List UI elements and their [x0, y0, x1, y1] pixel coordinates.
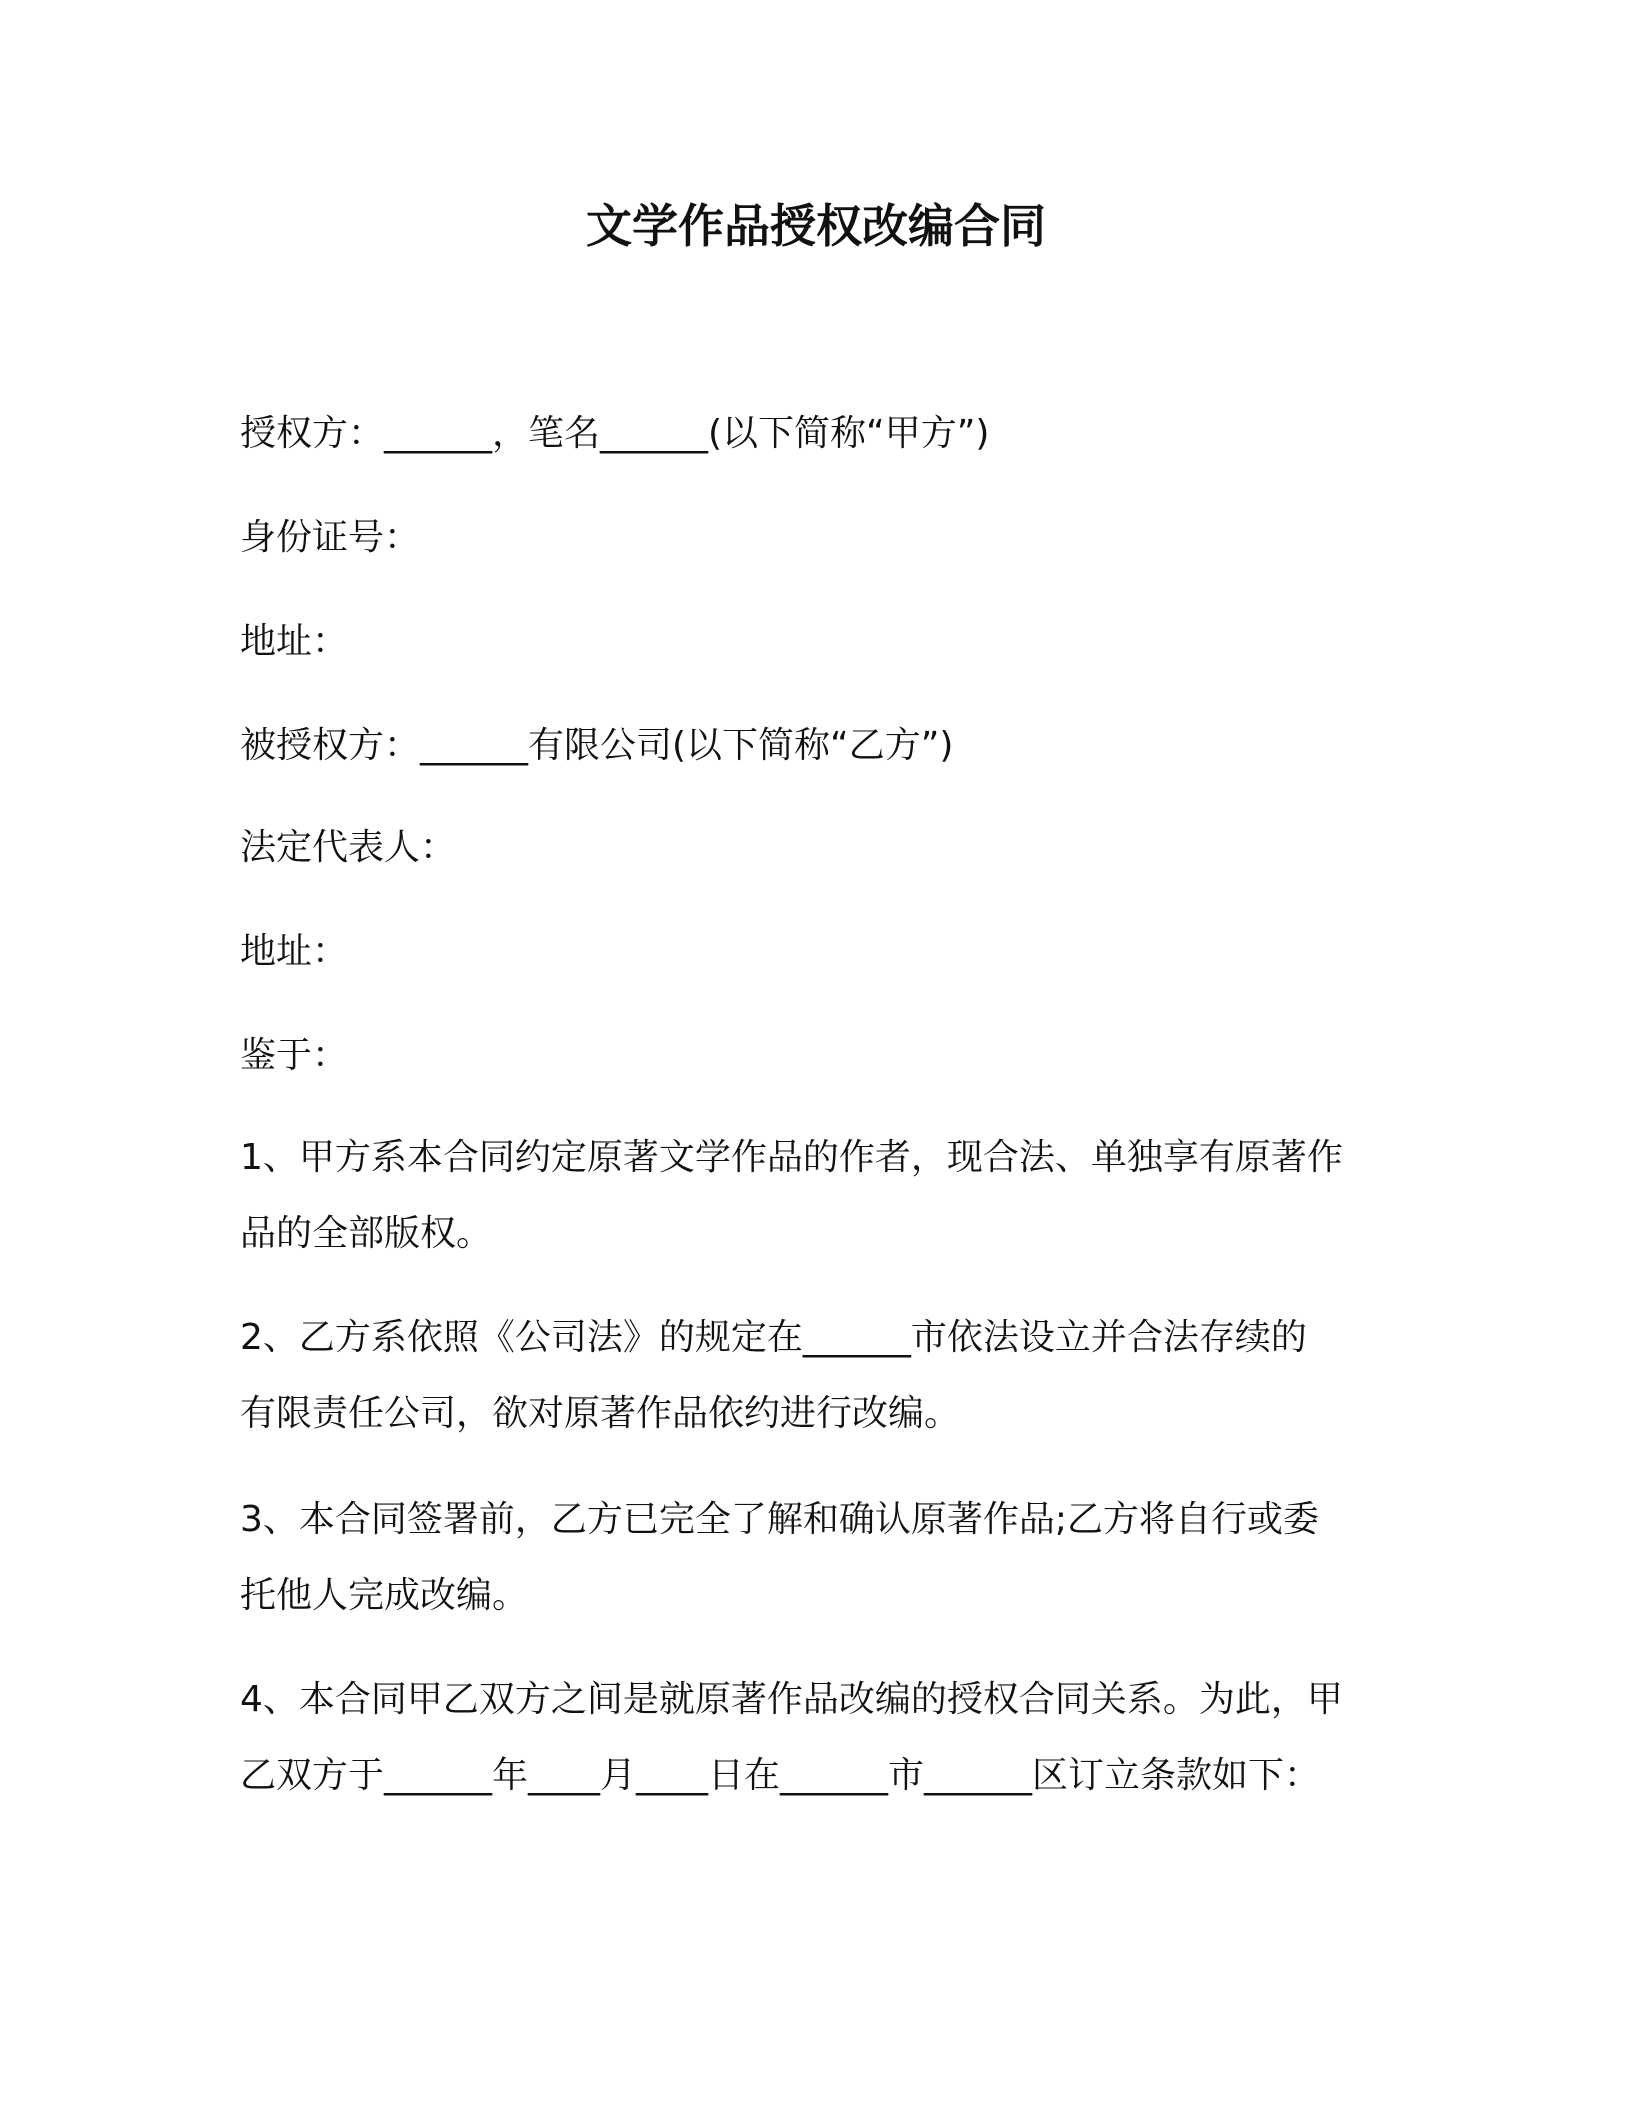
recital-paragraph-4: [240, 1662, 1420, 1814]
licensor-line: 授权方：______，笔名______(以下简称“甲方”): [240, 413, 990, 454]
document-title: 文学作品授权改编合同: [586, 199, 1046, 253]
paragraph-line: 3、本合同签署前，乙方已完全了解和确认原著作品;乙方将自行或委: [240, 1499, 1320, 1540]
paragraph-line: 1、甲方系本合同约定原著文学作品的作者，现合法、单独享有原著作: [240, 1137, 1343, 1178]
recital-paragraph-3: [240, 1482, 1420, 1634]
paragraph-line: 4、本合同甲乙双方之间是就原著作品改编的授权合同关系。为此，甲: [240, 1679, 1343, 1720]
licensor-id-number-line: 身份证号：: [240, 517, 421, 558]
paragraph-line: 有限责任公司，欲对原著作品依约进行改编。: [240, 1393, 961, 1434]
paragraph-line: 2、乙方系依照《公司法》的规定在______市依法设立并合法存续的: [240, 1317, 1307, 1358]
recital-paragraph-1: [240, 1120, 1420, 1272]
recital-paragraph-2: [240, 1300, 1420, 1452]
paragraph-line: 托他人完成改编。: [240, 1575, 529, 1616]
licensee-address-line: 地址：: [240, 931, 349, 972]
legal-representative-line: 法定代表人：: [240, 827, 457, 868]
paragraph-line: 乙双方于______年____月____日在______市______区订立条款如下：: [240, 1755, 1321, 1796]
whereas-heading: 鉴于：: [240, 1035, 349, 1076]
licensee-line: 被授权方：______有限公司(以下简称“乙方”): [240, 725, 954, 766]
licensor-address-line: 地址：: [240, 621, 349, 662]
paragraph-line: 品的全部版权。: [240, 1213, 493, 1254]
